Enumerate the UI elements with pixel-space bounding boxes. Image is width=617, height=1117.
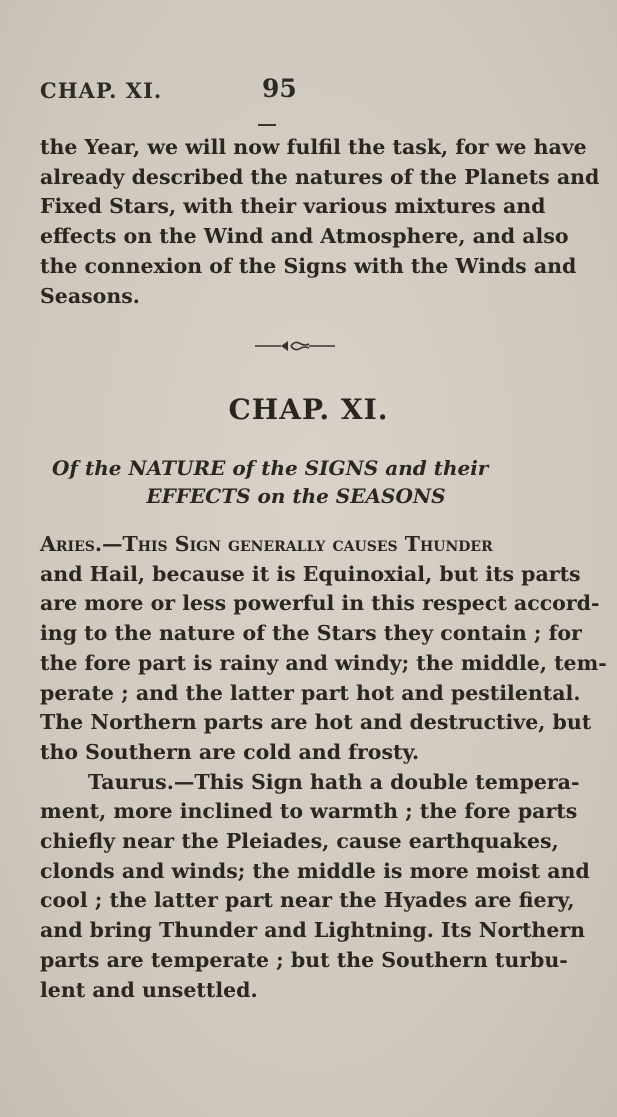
text-line: perate ; and the latter part hot and pestilental. bbox=[40, 680, 581, 705]
paragraph-aries-taurus bbox=[40, 530, 607, 1005]
text-line: chiefly near the Pleiades, cause earthquakes, bbox=[40, 829, 559, 854]
text-line: effects on the Wind and Atmosphere, and also bbox=[40, 224, 569, 249]
text-line: lent and unsettled. bbox=[40, 977, 258, 1002]
page-number: 95 bbox=[262, 74, 297, 103]
text-line: tho Southern are cold and frosty. bbox=[40, 739, 420, 764]
text-line: the fore part is rainy and windy; the middle, tem- bbox=[40, 650, 607, 675]
dash-mark bbox=[258, 124, 276, 126]
text-line: and Hail, because it is Equinoxial, but its parts bbox=[40, 561, 581, 586]
running-head-chapter: CHAP. XI. bbox=[40, 78, 163, 103]
text-line: ment, more inclined to warmth ; the fore parts bbox=[40, 799, 578, 824]
chapter-subtitle bbox=[52, 454, 532, 510]
text-line: Fixed Stars, with their various mixtures and bbox=[40, 194, 546, 219]
text-line: ing to the nature of the Stars they contain ; for bbox=[40, 621, 582, 646]
text-line: The Northern parts are hot and destructive, but bbox=[40, 710, 592, 735]
ornament-divider bbox=[255, 336, 335, 356]
text-line: and bring Thunder and Lightning. Its Northern bbox=[40, 918, 586, 943]
running-head bbox=[40, 74, 560, 108]
text-line: parts are temperate ; but the Southern turbu- bbox=[40, 947, 568, 972]
chapter-subtitle-line2: EFFECTS on the SEASONS bbox=[146, 484, 446, 508]
text-line: cool ; the latter part near the Hyades are fiery, bbox=[40, 888, 575, 913]
text-line: the connexion of the Signs with the Winds and bbox=[40, 253, 577, 278]
text-line: Aries.—This Sign generally causes Thunder bbox=[40, 532, 493, 556]
text-line: are more or less powerful in this respect accord- bbox=[40, 591, 600, 616]
chapter-title: CHAP. XI. bbox=[228, 393, 389, 426]
text-line: clonds and winds; the middle is more moist and bbox=[40, 858, 590, 883]
text-line: already described the natures of the Planets and bbox=[40, 164, 600, 189]
paragraph-continuation bbox=[40, 133, 600, 311]
text-line: the Year, we will now fulfil the task, for we have bbox=[40, 135, 587, 159]
text-line: Taurus.—This Sign hath a double tempera- bbox=[88, 769, 580, 794]
text-line: Seasons. bbox=[40, 283, 140, 308]
chapter-subtitle-line1: Of the NATURE of the SIGNS and their bbox=[52, 456, 489, 480]
